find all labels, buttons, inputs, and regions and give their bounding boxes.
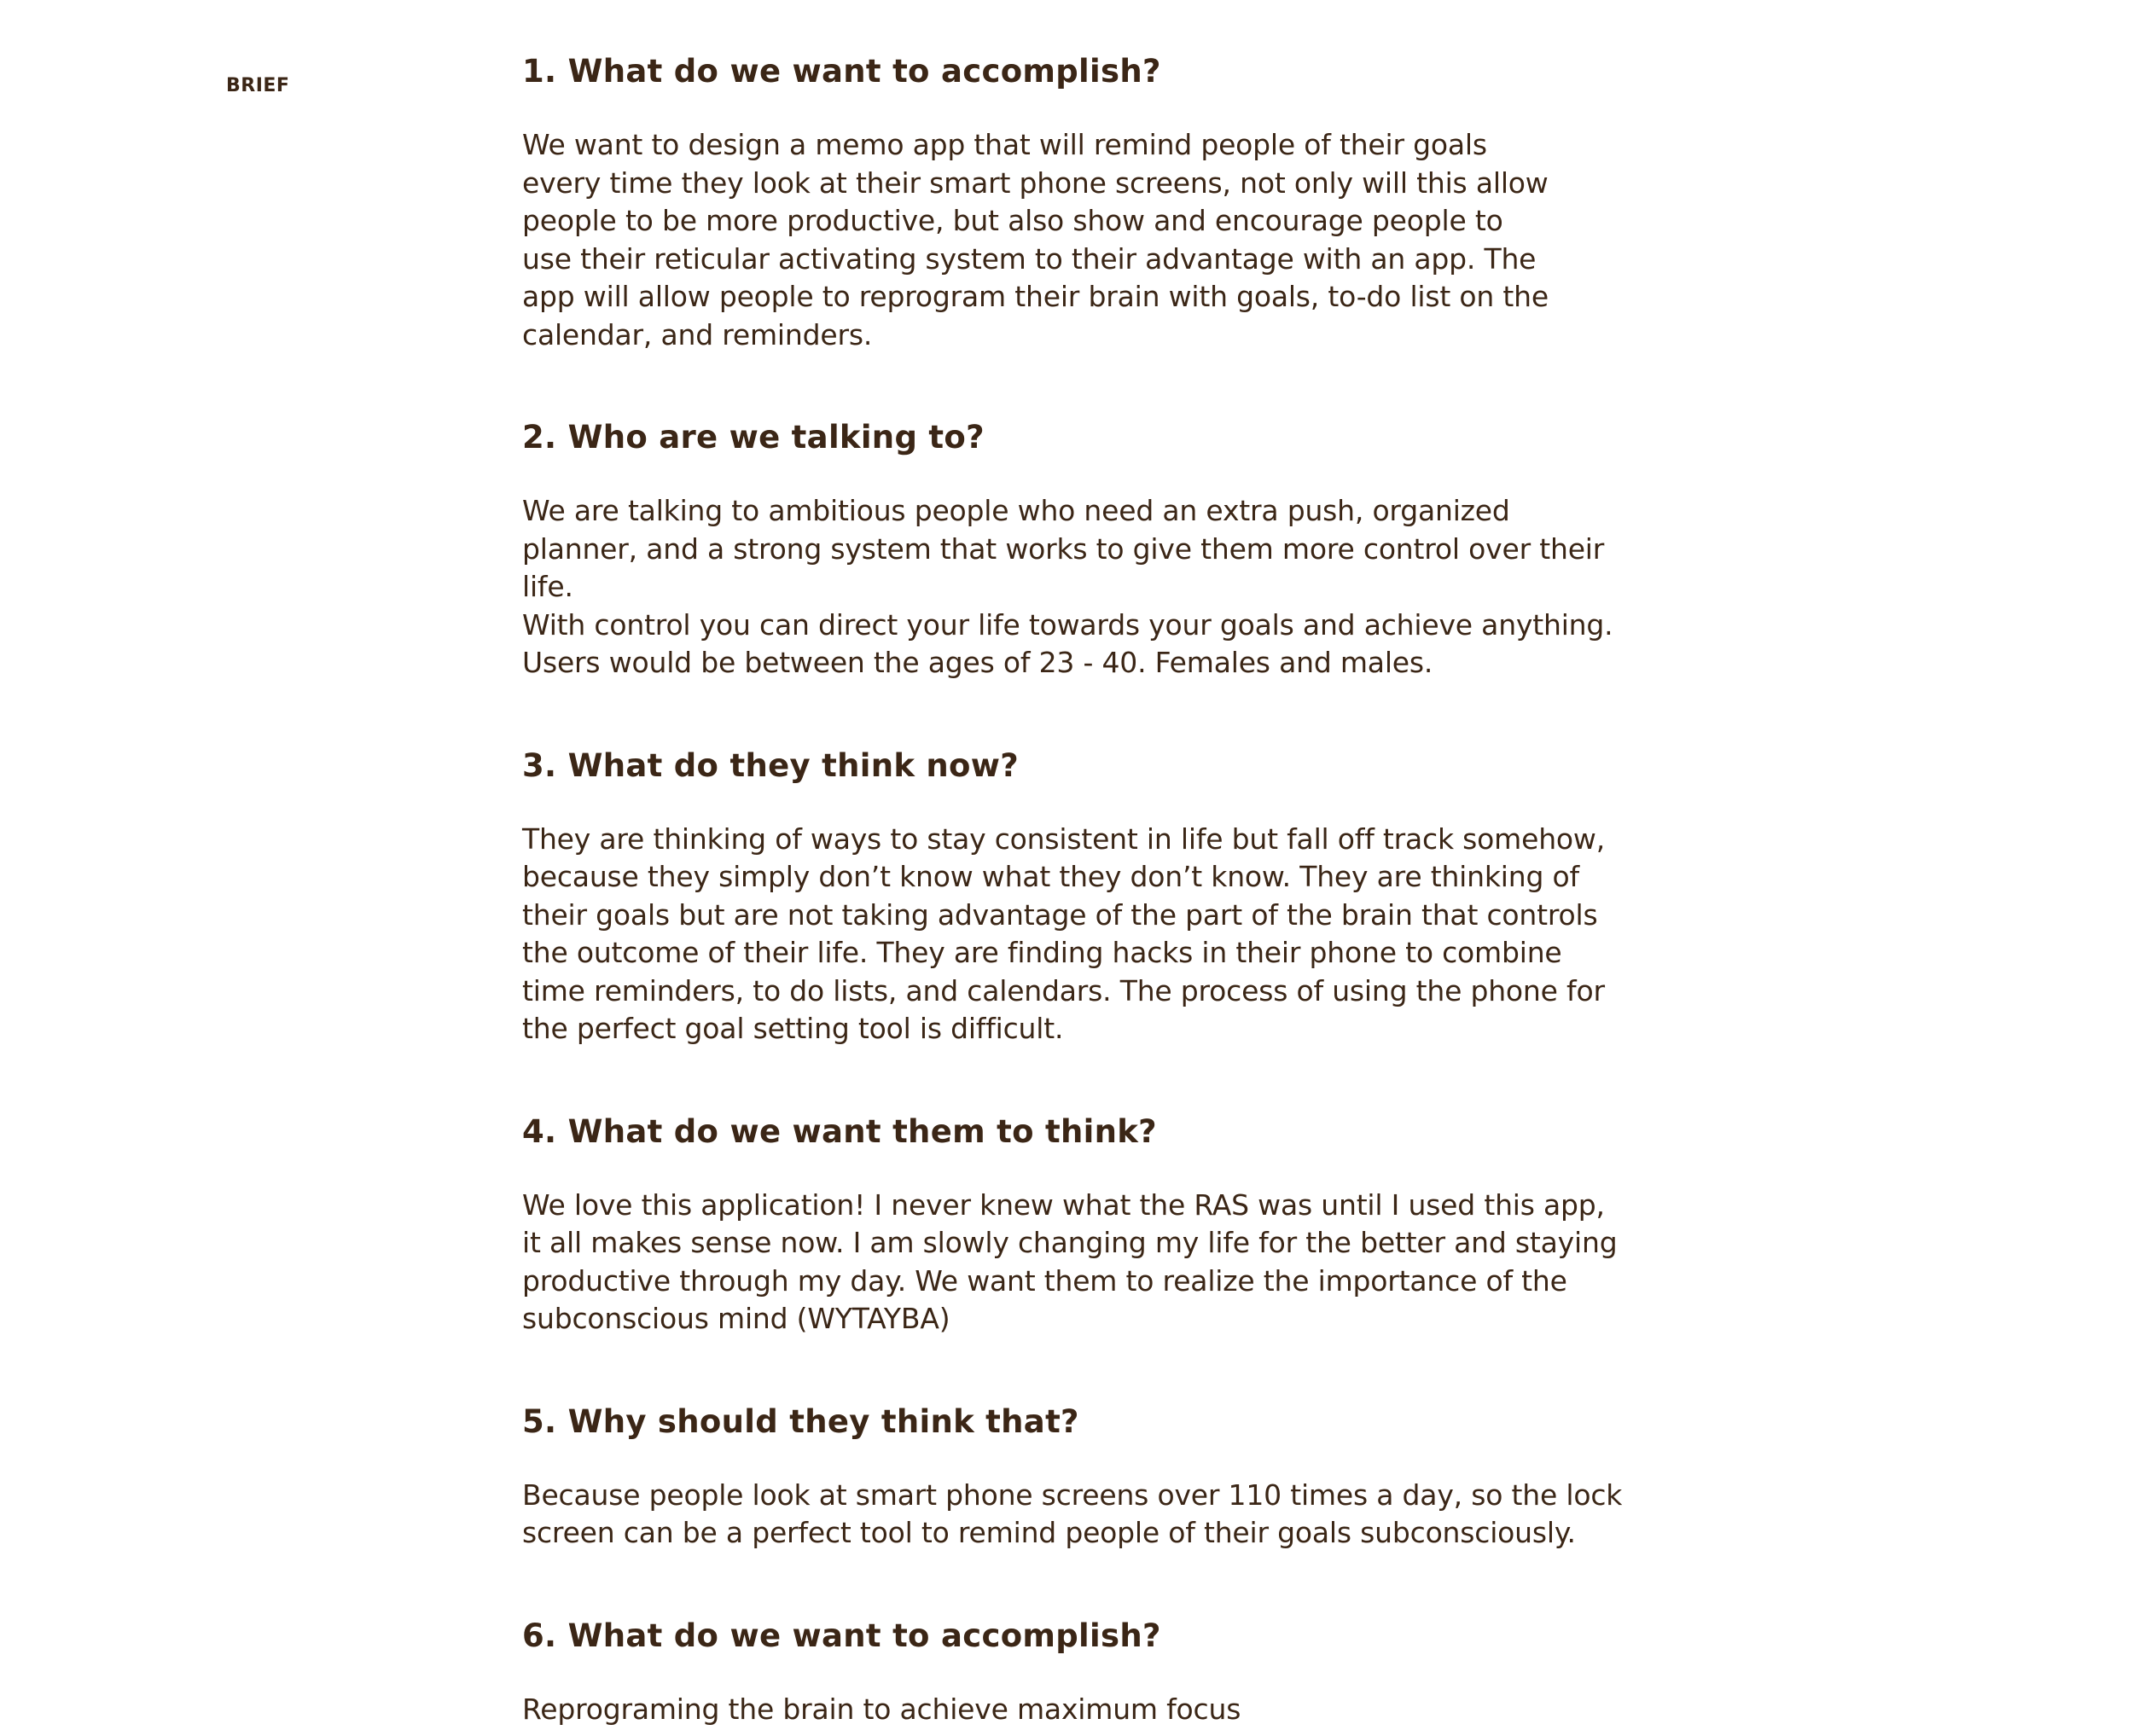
section-audience xyxy=(522,415,1631,682)
section-accomplish xyxy=(522,1614,1631,1729)
section-body: They are thinking of ways to stay consistent in life but fall off track somehow, because they simply don’t know what they don’t know. They are thinking of their goals but are not taking advantage of the part of the brain that controls the outcome of their life. They are finding hacks in their phone to combine time reminders, to do lists, and calendars. The process of using the phone for the perfect goal setting tool is difficult. xyxy=(522,822,1606,1045)
section-heading: 6. What do we want to accomplish? xyxy=(522,1617,1161,1654)
section-rationale xyxy=(522,1400,1631,1553)
brief-label: BRIEF xyxy=(226,75,290,96)
section-body: We love this application! I never knew what the RAS was until I used this app, it all makes sense now. I am slowly changing my life for the better and staying productive through my day. We want them to realize the importance of the subconscious mind (WYTAYBA) xyxy=(522,1187,1618,1335)
brief-content xyxy=(522,49,1631,1728)
section-body: We want to design a memo app that will remind people of their goals every time they look at their smart phone screens, not only will this allow people to be more productive, but also show and encourage people to use their reticular activating system to their advantage with an app. The app will allow people to reprogram their brain with goals, to-do list on the calendar, and reminders. xyxy=(522,128,1549,351)
section-heading: 5. Why should they think that? xyxy=(522,1402,1079,1440)
section-goal xyxy=(522,49,1631,354)
section-body: Because people look at smart phone screens over 110 times a day, so the lock screen can be a perfect tool to remind people of their goals subconsciously. xyxy=(522,1478,1623,1549)
section-body: Reprograming the brain to achieve maximum focus xyxy=(522,1692,1241,1726)
section-current-thinking xyxy=(522,744,1631,1048)
section-heading: 2. Who are we talking to? xyxy=(522,419,985,456)
section-body: We are talking to ambitious people who need an extra push, organized planner, and a strong system that works to give them more control over their life. With control you can direct your life towards your goals and achieve anything. Users would be between the ages of 23 - 40. Females and males. xyxy=(522,494,1613,679)
section-desired-thinking xyxy=(522,1110,1631,1338)
section-heading: 4. What do we want them to think? xyxy=(522,1112,1157,1150)
section-heading: 3. What do they think now? xyxy=(522,746,1020,784)
section-heading: 1. What do we want to accomplish? xyxy=(522,53,1161,90)
